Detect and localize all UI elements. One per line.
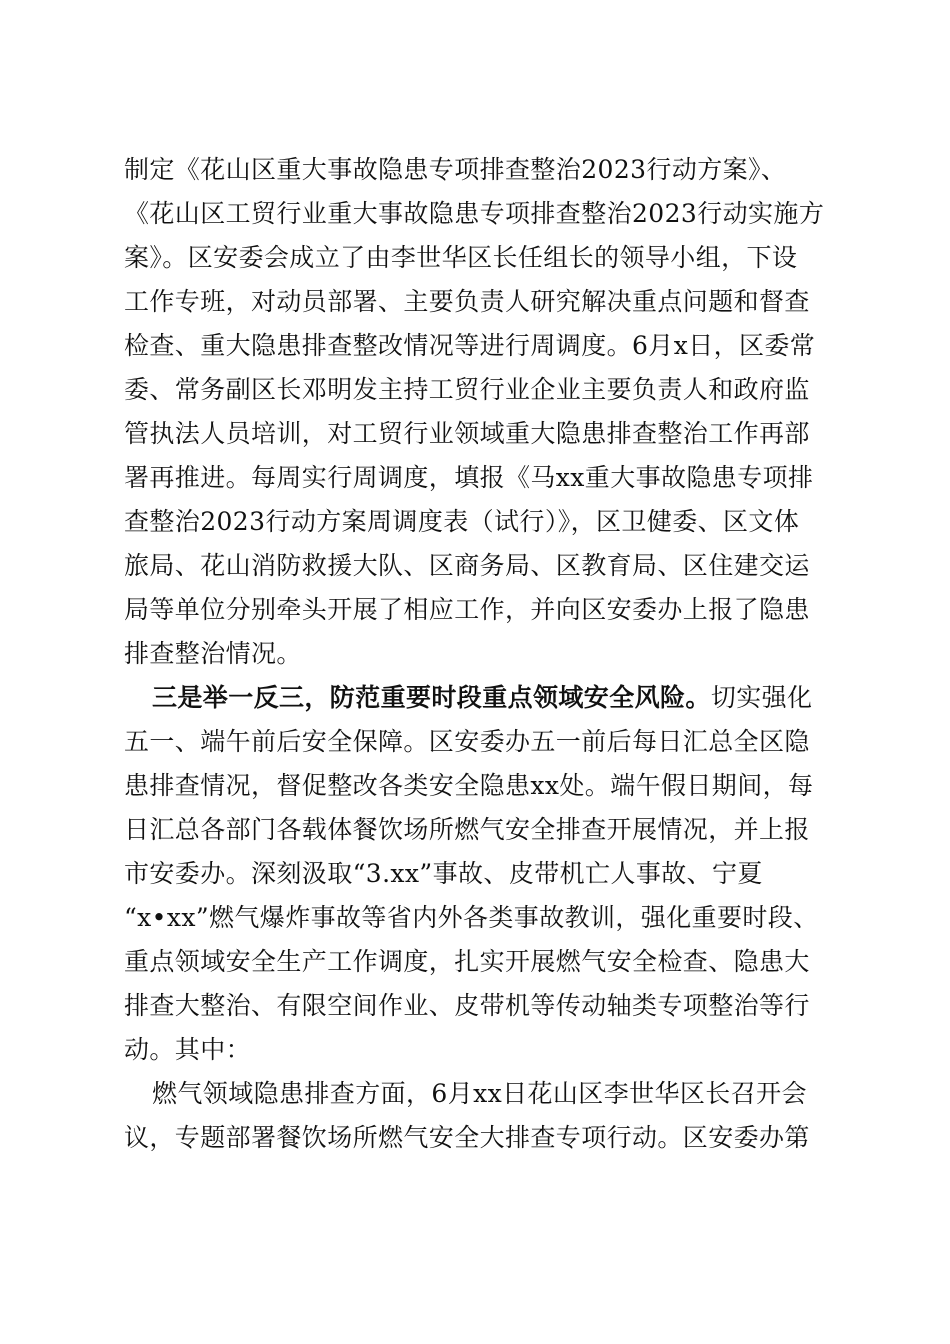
paragraph-line: 局等单位分别牵头开展了相应工作，并向区安委办上报了隐患	[124, 595, 810, 624]
paragraph-line: 重点领域安全生产工作调度，扎实开展燃气安全检查、隐患大	[124, 947, 810, 976]
paragraph-line: 制定《花山区重大事故隐患专项排查整治2023行动方案》、	[124, 155, 787, 184]
paragraph-line: “x•xx”燃气爆炸事故等省内外各类事故教训，强化重要时段、	[124, 903, 819, 932]
paragraph-line: 署再推进。每周实行周调度，填报《马xx重大事故隐患专项排	[124, 463, 814, 492]
section-heading-continuation: 切实强化	[710, 683, 813, 712]
paragraph-line: 五一、端午前后安全保障。区安委办五一前后每日汇总全区隐	[124, 727, 810, 756]
paragraph-line: 委、常务副区长邓明发主持工贸行业企业主要负责人和政府监	[124, 375, 810, 404]
paragraph-line: 患排查情况，督促整改各类安全隐患xx处。端午假日期间，每	[124, 771, 814, 800]
paragraph-line: 《花山区工贸行业重大事故隐患专项排查整治2023行动实施方	[124, 199, 825, 228]
paragraph-line: 排查整治情况。	[124, 639, 302, 668]
paragraph-line: 检查、重大隐患排查整改情况等进行周调度。6月x日，区委常	[124, 331, 816, 360]
section-heading-line	[152, 678, 872, 718]
paragraph-line: 燃气领域隐患排查方面，6月xx日花山区李世华区长召开会	[152, 1079, 807, 1108]
paragraph-line: 查整治2023行动方案周调度表（试行）》，区卫健委、区文体	[124, 507, 800, 536]
paragraph-line: 日汇总各部门各载体餐饮场所燃气安全排查开展情况，并上报	[124, 815, 810, 844]
paragraph-line: 管执法人员培训，对工贸行业领域重大隐患排查整治工作再部	[124, 419, 810, 448]
paragraph-line: 议，专题部署餐饮场所燃气安全大排查专项行动。区安委办第	[124, 1123, 810, 1152]
paragraph-line: 排查大整治、有限空间作业、皮带机等传动轴类专项整治等行	[124, 991, 810, 1020]
paragraph-line: 市安委办。深刻汲取“3.xx”事故、皮带机亡人事故、宁夏	[124, 859, 763, 888]
paragraph-line: 旅局、花山消防救援大队、区商务局、区教育局、区住建交运	[124, 551, 810, 580]
paragraph-line: 工作专班，对动员部署、主要负责人研究解决重点问题和督查	[124, 287, 810, 316]
paragraph-line: 案》。区安委会成立了由李世华区长任组长的领导小组，下设	[124, 243, 798, 272]
section-heading: 三是举一反三，防范重要时段重点领域安全风险。	[152, 683, 711, 712]
paragraph-line: 动。其中：	[124, 1035, 252, 1064]
